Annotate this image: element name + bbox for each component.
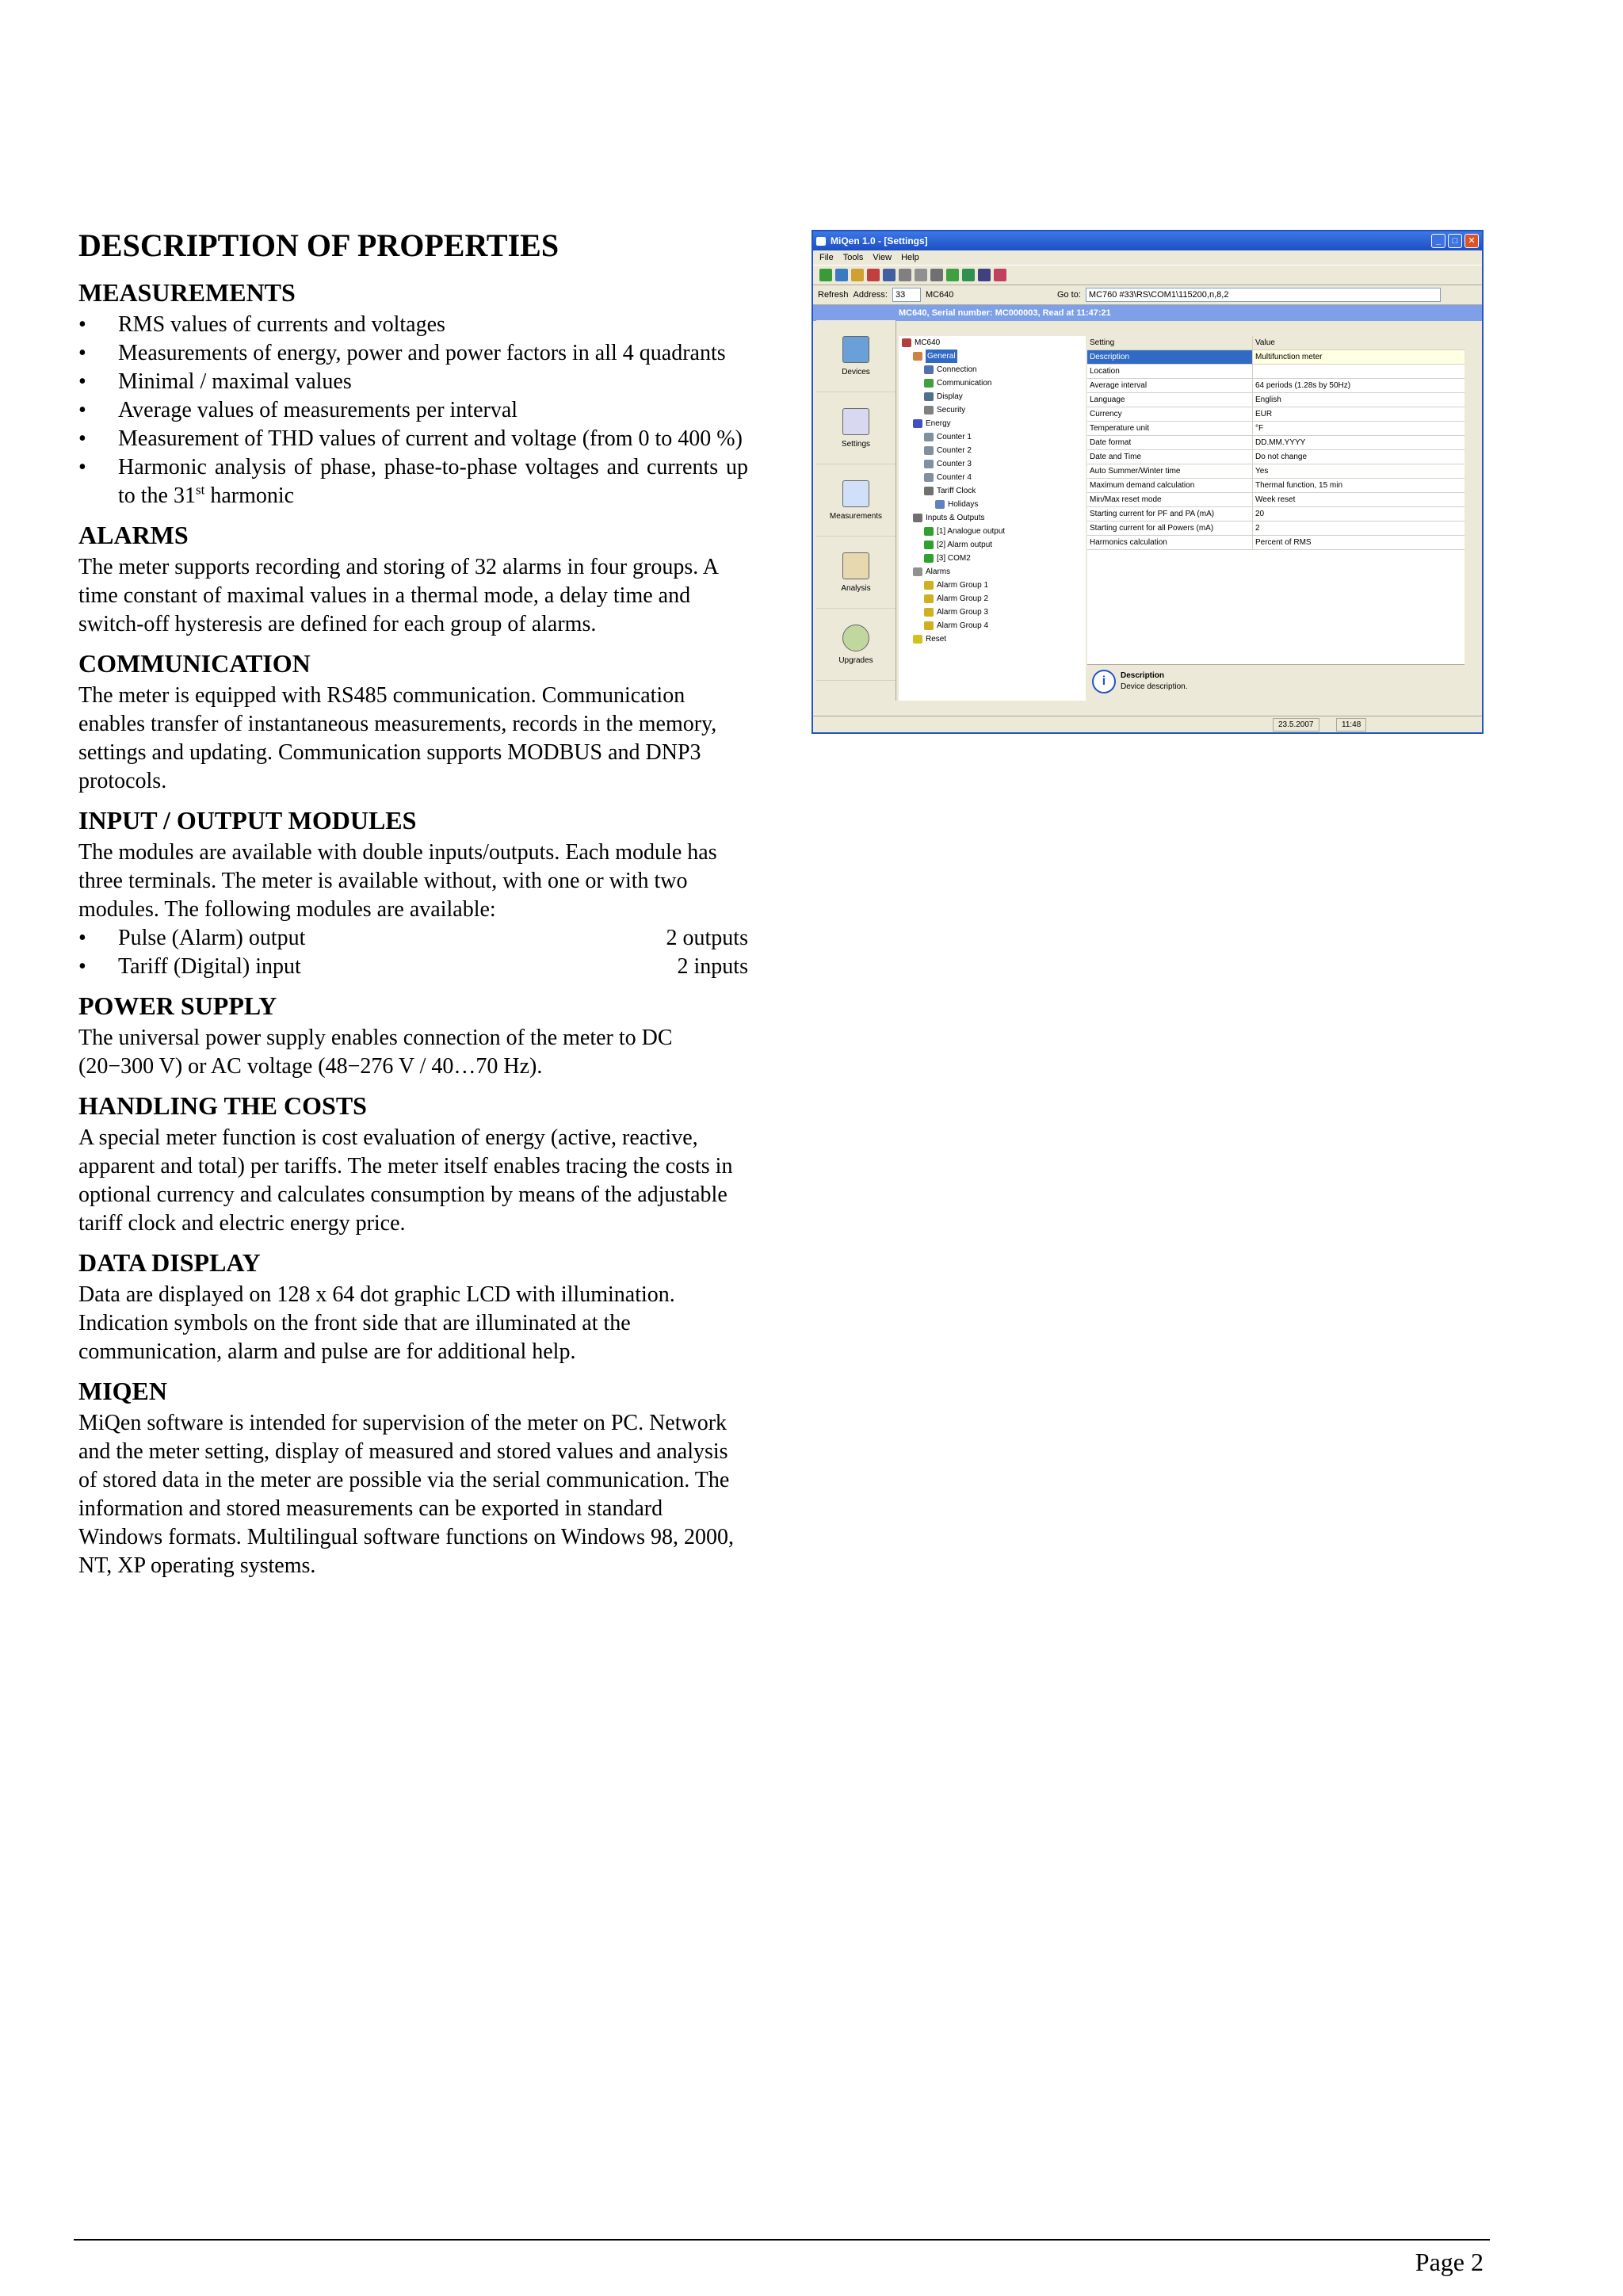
tree-node-label: [1] Analogue output bbox=[937, 527, 1006, 536]
tree-node-icon bbox=[935, 500, 945, 509]
list-item: • RMS values of currents and voltages bbox=[78, 311, 748, 339]
tree-node-icon bbox=[924, 487, 934, 495]
list-item: • Measurements of energy, power and power factors in all 4 quadrants bbox=[78, 339, 748, 368]
harmonic-text-end: harmonic bbox=[204, 483, 295, 508]
io-item-value: 2 outputs bbox=[666, 926, 748, 950]
tree-node-icon bbox=[913, 635, 922, 644]
tree-node[interactable] bbox=[899, 363, 1086, 376]
setting-value-cell[interactable]: English bbox=[1255, 395, 1281, 404]
table-row[interactable] bbox=[1087, 507, 1465, 521]
tree-node-label: Alarm Group 4 bbox=[937, 621, 989, 630]
tree-node[interactable] bbox=[899, 417, 1086, 430]
alarms-text: The meter supports recording and storing of 32 alarms in four groups. A time constant of maximal values in a thermal mode, a delay time and switch-off hysteresis are defined for each group of alarms. bbox=[78, 555, 718, 636]
new-icon[interactable] bbox=[819, 269, 832, 281]
io-title: INPUT / OUTPUT MODULES bbox=[78, 806, 417, 835]
display-text: Data are displayed on 128 x 64 dot graphic LCD with illumination. Indication symbols on the front side that are illuminated at the communication, alarm and pulse are for additional help. bbox=[78, 1282, 675, 1364]
tree-node-icon bbox=[924, 527, 934, 536]
monitor-icon[interactable] bbox=[962, 269, 975, 281]
setting-value-cell[interactable]: 20 bbox=[1255, 510, 1265, 518]
list-item bbox=[78, 953, 748, 981]
list-item: • Measurement of THD values of current and voltage (from 0 to 400 %) bbox=[78, 425, 748, 453]
column-header-setting: Setting bbox=[1087, 336, 1253, 350]
tree-node[interactable] bbox=[899, 336, 1086, 350]
setting-name-cell: Language bbox=[1087, 393, 1253, 407]
tree-node-label: Display bbox=[937, 392, 963, 401]
power-text: The universal power supply enables connection of the meter to DC (20−300 V) or AC voltage (48−276 V / 40…70 Hz). bbox=[78, 1026, 673, 1079]
table-row[interactable] bbox=[1087, 436, 1465, 450]
settings-grid bbox=[1087, 336, 1465, 577]
tree-node-label: Energy bbox=[926, 419, 951, 428]
open-icon[interactable] bbox=[851, 269, 864, 281]
tree-node-label: MC640 bbox=[915, 338, 941, 347]
setting-name-cell: Starting current for PF and PA (mA) bbox=[1087, 507, 1253, 521]
tree-node-label: Counter 1 bbox=[937, 433, 972, 441]
device-header: MC640, Serial number: MC000003, Read at 11:47:21 bbox=[813, 305, 1482, 321]
table-row[interactable] bbox=[1087, 521, 1465, 536]
setting-name-cell: Location bbox=[1087, 365, 1253, 378]
tree-node-icon bbox=[913, 352, 922, 361]
table-row[interactable] bbox=[1087, 350, 1465, 365]
menu-help[interactable]: Help bbox=[901, 253, 919, 262]
setting-value-cell[interactable]: 2 bbox=[1255, 524, 1260, 533]
tree-node[interactable] bbox=[899, 484, 1086, 498]
tree-node-icon bbox=[924, 433, 934, 441]
tree-node-icon bbox=[924, 621, 934, 630]
tree-node-icon bbox=[924, 365, 934, 374]
tree-node-icon bbox=[924, 446, 934, 455]
page-number: Page 2 bbox=[1415, 2248, 1484, 2276]
app-icon bbox=[816, 237, 826, 246]
minimize-icon[interactable]: _ bbox=[1431, 234, 1445, 248]
refresh-button[interactable]: Refresh bbox=[818, 290, 849, 300]
tree-node[interactable] bbox=[899, 579, 1086, 592]
table-row[interactable] bbox=[1087, 536, 1465, 550]
description-text: Device description. bbox=[1121, 682, 1188, 691]
setting-name-cell: Auto Summer/Winter time bbox=[1087, 464, 1253, 478]
tree-node[interactable] bbox=[899, 471, 1086, 484]
tree-node[interactable] bbox=[899, 511, 1086, 525]
info-icon: i bbox=[1092, 670, 1116, 693]
setting-value-cell[interactable]: Do not change bbox=[1255, 453, 1308, 461]
tree-node-icon bbox=[924, 594, 934, 603]
tree-node[interactable] bbox=[899, 444, 1086, 457]
status-date: 23.5.2007 bbox=[1273, 718, 1319, 732]
alarms-title: ALARMS bbox=[78, 521, 189, 549]
page-heading: DESCRIPTION OF PROPERTIES bbox=[78, 227, 559, 263]
export-icon[interactable] bbox=[899, 269, 911, 281]
tree-node-icon bbox=[924, 581, 934, 590]
miqen-text: MiQen software is intended for supervision of the meter on PC. Network and the meter setting, display of measured and stored values and analysis of stored data in the meter are possible via the serial communication. The information and stored measurements can be exported in standard Windows formats. Multilingual software functions on Windows 98, 2000, NT, XP operating systems. bbox=[78, 1411, 735, 1578]
miqen-title: MIQEN bbox=[78, 1377, 167, 1405]
save-icon[interactable] bbox=[883, 269, 896, 281]
tree-node-label: Security bbox=[937, 406, 966, 415]
display-title: DATA DISPLAY bbox=[78, 1248, 261, 1277]
tree-node-label: Alarms bbox=[926, 567, 951, 576]
tree-node-label: [3] COM2 bbox=[937, 554, 971, 563]
costs-text: A special meter function is cost evaluation of energy (active, reactive, apparent and total) per tariffs. The meter itself enables tracing the costs in optional currency and calculates consumption by means of the adjustable tariff clock and electric energy price. bbox=[78, 1125, 733, 1236]
status-time: 11:48 bbox=[1336, 718, 1366, 732]
tree-node-label: Counter 3 bbox=[937, 460, 972, 468]
tree-node-label: Communication bbox=[937, 379, 992, 388]
setting-value-cell[interactable]: Thermal function, 15 min bbox=[1255, 481, 1343, 490]
tree-node[interactable] bbox=[899, 565, 1086, 579]
tree-node-icon bbox=[924, 608, 934, 617]
measurements-icon bbox=[842, 480, 869, 507]
harmonic-text: Harmonic analysis of phase, phase-to-phase voltages and currents up to the 31 bbox=[118, 455, 748, 508]
tree-node[interactable] bbox=[899, 538, 1086, 552]
column-header-value: Value bbox=[1255, 338, 1275, 347]
menu-file[interactable]: File bbox=[819, 253, 834, 262]
table-row[interactable] bbox=[1087, 493, 1465, 507]
description-panel bbox=[1087, 664, 1465, 701]
tree-node-icon bbox=[924, 379, 934, 388]
maximize-icon[interactable]: □ bbox=[1448, 234, 1462, 248]
text-column bbox=[78, 228, 748, 1580]
table-row[interactable] bbox=[1087, 422, 1465, 436]
tree-node-icon bbox=[924, 554, 934, 563]
sidebar-item-upgrades[interactable] bbox=[816, 609, 896, 681]
tree-node-label: Counter 4 bbox=[937, 473, 972, 482]
table-row[interactable] bbox=[1087, 379, 1465, 393]
setting-name-cell: Date format bbox=[1087, 436, 1253, 449]
setting-name-cell: Starting current for all Powers (mA) bbox=[1087, 521, 1253, 535]
tree-node[interactable] bbox=[899, 592, 1086, 606]
table-row[interactable] bbox=[1087, 464, 1465, 479]
setting-value-cell[interactable]: °F bbox=[1255, 424, 1264, 433]
setting-value-cell[interactable]: DD.MM.YYYY bbox=[1255, 438, 1306, 447]
tree-node-icon bbox=[902, 338, 911, 347]
sidebar-item-analysis[interactable] bbox=[816, 537, 896, 609]
io-item-value: 2 inputs bbox=[677, 954, 748, 979]
setting-name-cell: Min/Max reset mode bbox=[1087, 493, 1253, 506]
setting-name-cell: Temperature unit bbox=[1087, 422, 1253, 435]
tree-node-label: Inputs & Outputs bbox=[926, 514, 985, 522]
print-icon[interactable] bbox=[930, 269, 943, 281]
table-row[interactable] bbox=[1087, 365, 1465, 379]
tree-node-icon bbox=[924, 541, 934, 549]
tree-node[interactable] bbox=[899, 498, 1086, 511]
tree-node[interactable] bbox=[899, 350, 1086, 363]
tree-node[interactable] bbox=[899, 552, 1086, 565]
tree-node[interactable] bbox=[899, 525, 1086, 538]
tree-node-label: Connection bbox=[937, 365, 977, 374]
tree-node[interactable] bbox=[899, 403, 1086, 417]
setting-name-cell: Date and Time bbox=[1087, 450, 1253, 464]
toolbar bbox=[813, 265, 1482, 285]
tree-node-label: General bbox=[926, 350, 957, 363]
measurements-list bbox=[78, 311, 748, 510]
sidebar-item-label: Devices bbox=[842, 367, 870, 376]
connect-icon[interactable] bbox=[946, 269, 959, 281]
goto-label: Go to: bbox=[1056, 290, 1081, 300]
setting-name-cell: Harmonics calculation bbox=[1087, 536, 1253, 549]
tree-node[interactable] bbox=[899, 457, 1086, 471]
io-text: The modules are available with double inputs/outputs. Each module has three terminals. The meter is available without, with one or with two modules. The following modules are available: bbox=[78, 840, 717, 922]
sidebar-item-label: Measurements bbox=[829, 511, 883, 521]
tree-node-label: Holidays bbox=[948, 500, 979, 509]
tool-icon[interactable] bbox=[978, 269, 991, 281]
settings-tree bbox=[899, 336, 1086, 701]
tree-node-icon bbox=[924, 392, 934, 401]
window-titlebar bbox=[813, 231, 1482, 250]
list-item bbox=[78, 453, 748, 510]
grid-header bbox=[1087, 336, 1465, 350]
tree-node[interactable] bbox=[899, 376, 1086, 390]
sidebar-item-label: Settings bbox=[841, 439, 871, 449]
status-bar bbox=[813, 716, 1482, 732]
tree-node-icon bbox=[913, 567, 922, 576]
window-title: MiQen 1.0 - [Settings] bbox=[831, 235, 928, 246]
io-item-name: • Tariff (Digital) input bbox=[118, 954, 301, 979]
tree-node-label: Reset bbox=[926, 635, 947, 644]
analysis-icon bbox=[842, 552, 869, 579]
tree-node-label: Alarm Group 1 bbox=[937, 581, 989, 590]
setting-value-cell[interactable]: Yes bbox=[1255, 467, 1269, 476]
table-row[interactable] bbox=[1087, 479, 1465, 493]
communication-title: COMMUNICATION bbox=[78, 649, 311, 678]
tree-node-icon bbox=[913, 514, 922, 522]
close-icon[interactable]: ✕ bbox=[1465, 234, 1479, 248]
costs-title: HANDLING THE COSTS bbox=[78, 1091, 367, 1120]
miqen-window bbox=[812, 230, 1484, 734]
setting-value-cell[interactable]: EUR bbox=[1255, 410, 1273, 418]
menu-view[interactable]: View bbox=[873, 253, 892, 262]
tree-node-icon bbox=[913, 419, 922, 428]
measurements-title: MEASUREMENTS bbox=[78, 278, 296, 307]
copy-icon[interactable] bbox=[835, 269, 848, 281]
list-item bbox=[78, 924, 748, 953]
setting-name-cell: Average interval bbox=[1087, 379, 1253, 392]
tree-node[interactable] bbox=[899, 606, 1086, 619]
setting-value-cell[interactable]: Week reset bbox=[1255, 495, 1296, 504]
list-item: • Minimal / maximal values bbox=[78, 368, 748, 396]
menubar bbox=[813, 250, 1482, 265]
grid-empty-area bbox=[1087, 577, 1465, 664]
tree-node[interactable] bbox=[899, 632, 1086, 646]
goto-select[interactable]: MC760 #33\RS\COM1\115200,n,8,2 bbox=[1086, 288, 1441, 302]
setting-value-cell[interactable] bbox=[1253, 365, 1465, 378]
preview-icon[interactable] bbox=[915, 269, 927, 281]
tree-node-icon bbox=[924, 406, 934, 415]
tree-node-label: Alarm Group 3 bbox=[937, 608, 989, 617]
harmonic-sup: st bbox=[196, 482, 205, 498]
tree-node-icon bbox=[924, 460, 934, 468]
upload-icon[interactable] bbox=[867, 269, 880, 281]
setting-value-cell[interactable]: Multifunction meter bbox=[1253, 350, 1465, 364]
footer-rule bbox=[74, 2239, 1490, 2241]
tree-node-label: Alarm Group 2 bbox=[937, 594, 989, 603]
list-item: • Average values of measurements per interval bbox=[78, 396, 748, 425]
communication-text: The meter is equipped with RS485 communication. Communication enables transfer of instantaneous measurements, records in the memory, settings and updating. Communication supports MODBUS and DNP3 protocols. bbox=[78, 683, 717, 793]
sidebar-item-label: Analysis bbox=[841, 583, 871, 593]
erase-icon[interactable] bbox=[994, 269, 1006, 281]
sidebar-item-label: Upgrades bbox=[838, 655, 873, 665]
setting-name-cell: Currency bbox=[1087, 407, 1253, 421]
address-input[interactable]: 33 bbox=[892, 288, 921, 302]
nav-sidebar bbox=[816, 320, 896, 701]
upgrades-icon bbox=[842, 625, 869, 651]
address-label: Address: bbox=[853, 290, 888, 300]
io-item-name: • Pulse (Alarm) output bbox=[118, 926, 306, 950]
menu-tools[interactable]: Tools bbox=[842, 253, 864, 262]
sidebar-item-measurements[interactable] bbox=[816, 464, 896, 537]
table-row[interactable] bbox=[1087, 450, 1465, 464]
tree-node-label: Counter 2 bbox=[937, 446, 972, 455]
tree-node[interactable] bbox=[899, 390, 1086, 403]
table-row[interactable] bbox=[1087, 393, 1465, 407]
setting-name-cell: Maximum demand calculation bbox=[1087, 479, 1253, 492]
sidebar-item-settings[interactable] bbox=[816, 392, 896, 464]
tree-node-label: [2] Alarm output bbox=[937, 541, 993, 549]
tree-node-icon bbox=[924, 473, 934, 482]
tree-node[interactable] bbox=[899, 619, 1086, 632]
table-row[interactable] bbox=[1087, 407, 1465, 422]
tree-node-label: Tariff Clock bbox=[937, 487, 976, 495]
power-title: POWER SUPPLY bbox=[78, 991, 277, 1020]
setting-value-cell[interactable]: Percent of RMS bbox=[1255, 538, 1312, 547]
tree-node[interactable] bbox=[899, 430, 1086, 444]
settings-icon bbox=[842, 408, 869, 435]
setting-name-cell: Description bbox=[1087, 350, 1253, 364]
address-bar bbox=[813, 285, 1482, 305]
io-list bbox=[78, 924, 748, 981]
description-title: Description bbox=[1121, 671, 1165, 680]
grid-body bbox=[1087, 350, 1465, 550]
setting-value-cell[interactable]: 64 periods (1.28s by 50Hz) bbox=[1255, 381, 1351, 390]
devices-icon bbox=[842, 336, 869, 363]
sidebar-item-devices[interactable] bbox=[816, 320, 896, 392]
device-label: MC640 bbox=[925, 290, 954, 300]
